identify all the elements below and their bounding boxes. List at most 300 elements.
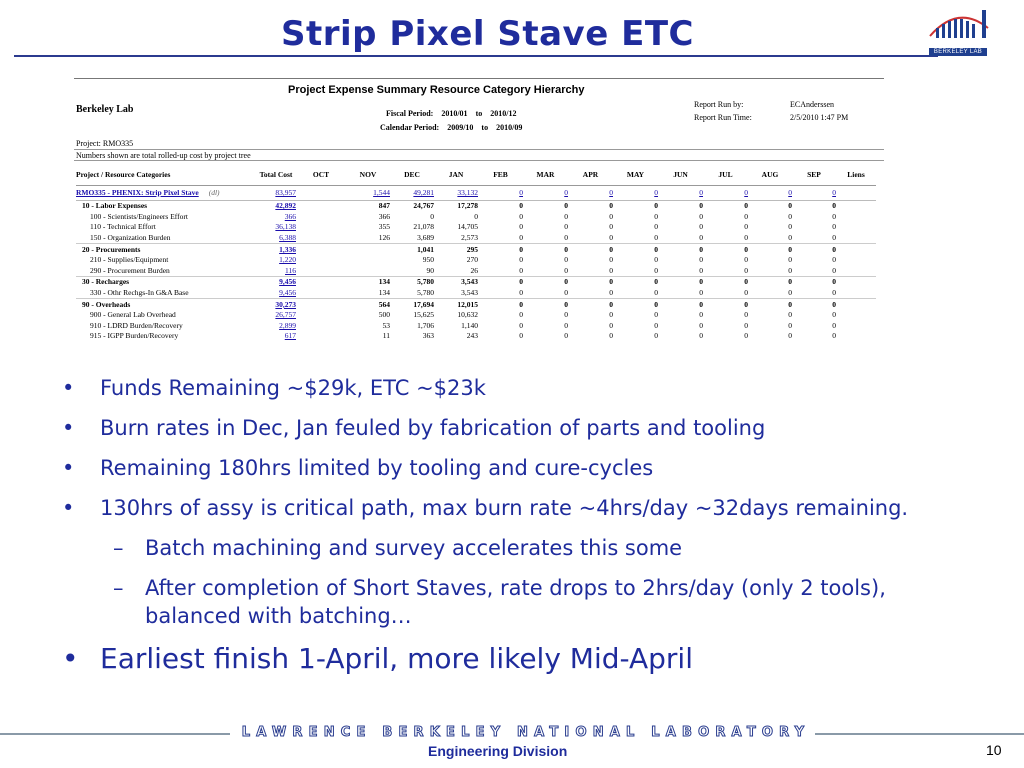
table-cell — [346, 255, 390, 266]
table-cell: 0 — [788, 288, 792, 298]
table-cell: 0 — [523, 201, 568, 212]
table-cell: 0 — [609, 320, 613, 330]
calendar-from: 2009/10 — [447, 123, 474, 132]
table-cell — [296, 244, 346, 255]
column-header: MAY — [613, 163, 658, 186]
table-cell: 0 — [703, 201, 748, 212]
table-cell: 0 — [564, 222, 568, 232]
table-cell: 17,694 — [390, 299, 434, 310]
table-cell: 0 — [744, 222, 748, 232]
table-cell: 0 — [792, 201, 836, 212]
table-cell[interactable]: 1,336 — [256, 244, 296, 255]
table-cell: 0 — [609, 211, 613, 221]
bullet-text: 130hrs of assy is critical path, max burn rate ~4hrs/day ~32days remaining. — [100, 496, 909, 520]
bullet-marker: • — [62, 496, 75, 520]
run-by-label: Report Run by: — [694, 100, 744, 109]
table-cell: 500 — [378, 310, 390, 320]
table-cell: 0 — [519, 233, 523, 243]
row-category — [76, 321, 256, 332]
table-cell: 0 — [654, 331, 658, 341]
row-category — [76, 331, 256, 342]
table-cell: 0 — [654, 265, 658, 275]
bullet-text: Earliest finish 1-April, more likely Mid-April — [100, 642, 693, 675]
table-cell[interactable]: 116 — [285, 265, 296, 275]
row-category — [76, 233, 256, 244]
table-cell — [836, 331, 876, 342]
table-cell: 0 — [699, 222, 703, 232]
table-cell: 0 — [744, 233, 748, 243]
fiscal-label: Fiscal Period: — [386, 109, 434, 118]
table-cell: 0 — [792, 277, 836, 288]
table-cell: 0 — [613, 186, 658, 201]
table-cell: 0 — [744, 211, 748, 221]
table-cell — [296, 266, 346, 277]
row-category — [76, 244, 256, 255]
table-cell — [836, 266, 876, 277]
bullet-text: Batch machining and survey accelerates this some — [145, 536, 683, 560]
expense-table — [76, 163, 876, 342]
table-cell[interactable]: 9,456 — [256, 277, 296, 288]
table-cell: 0 — [744, 320, 748, 330]
table-cell: 33,132 — [434, 186, 478, 201]
table-cell: 0 — [832, 255, 836, 265]
row-category-label: 20 - Procurements — [82, 244, 141, 254]
calendar-label: Calendar Period: — [380, 123, 440, 132]
table-cell: 17,278 — [434, 201, 478, 212]
column-header-category: Project / Resource Categories — [76, 163, 256, 186]
table-cell[interactable]: 9,456 — [279, 288, 296, 298]
table-cell — [836, 277, 876, 288]
bullet-marker: • — [62, 416, 75, 440]
table-cell: 0 — [658, 244, 703, 255]
row-category-label: RMO335 - PHENIX: Strip Pixel Stave — [76, 188, 199, 197]
table-cell: 0 — [744, 331, 748, 341]
table-cell: 1,041 — [390, 244, 434, 255]
table-cell: 0 — [832, 288, 836, 298]
table-cell — [346, 266, 390, 277]
dash-marker: – — [113, 536, 124, 560]
table-row — [76, 233, 876, 244]
fiscal-to: 2010/12 — [490, 109, 517, 118]
table-cell: 21,078 — [413, 222, 434, 232]
table-cell: 0 — [788, 211, 792, 221]
table-cell: 0 — [788, 265, 792, 275]
bullet-list — [58, 374, 978, 688]
fiscal-from: 2010/01 — [441, 109, 468, 118]
table-row — [76, 212, 876, 223]
table-cell: 366 — [378, 211, 390, 221]
calendar-period — [380, 123, 522, 132]
column-header: NOV — [346, 163, 390, 186]
table-cell: 49,281 — [390, 186, 434, 201]
table-row — [76, 288, 876, 299]
row-category-label: 10 - Labor Expenses — [82, 201, 148, 211]
table-cell: 0 — [658, 201, 703, 212]
table-cell: 3,689 — [417, 233, 434, 243]
page-number: 10 — [986, 742, 1002, 758]
table-cell: 0 — [744, 255, 748, 265]
table-row — [76, 186, 876, 201]
table-cell: 0 — [568, 186, 613, 201]
report-heading: Project Expense Summary Resource Category Hierarchy — [288, 84, 585, 96]
table-cell — [296, 288, 346, 299]
table-cell: 363 — [422, 331, 434, 341]
table-cell — [296, 299, 346, 310]
bullet-text: After completion of Short Staves, rate drops to 2hrs/day (only 2 tools), balanced with batching… — [145, 576, 886, 628]
calendar-to: 2010/09 — [496, 123, 523, 132]
table-row — [76, 255, 876, 266]
table-cell: 0 — [792, 299, 836, 310]
table-cell: 0 — [519, 288, 523, 298]
table-cell: 0 — [699, 211, 703, 221]
row-category — [76, 310, 256, 321]
bullet-text: Burn rates in Dec, Jan feuled by fabrication of parts and tooling — [100, 416, 766, 440]
column-header: DEC — [390, 163, 434, 186]
table-cell: 0 — [564, 211, 568, 221]
table-cell: 0 — [564, 265, 568, 275]
project-rule — [74, 149, 884, 150]
table-cell: 0 — [609, 331, 613, 341]
table-cell: 0 — [792, 244, 836, 255]
table-row — [76, 331, 876, 342]
table-cell: 0 — [699, 265, 703, 275]
row-category[interactable] — [76, 186, 256, 201]
row-category-label: 210 - Supplies/Equipment — [90, 255, 169, 265]
table-row — [76, 201, 876, 212]
table-cell: 0 — [519, 331, 523, 341]
bullet-item — [58, 642, 978, 676]
table-cell: 0 — [699, 320, 703, 330]
table-cell — [836, 222, 876, 233]
table-cell: 0 — [748, 277, 792, 288]
table-cell: 1,140 — [461, 320, 478, 330]
table-cell: 0 — [523, 186, 568, 201]
row-category — [76, 288, 256, 299]
table-cell: 90 — [426, 265, 434, 275]
table-cell: 0 — [703, 244, 748, 255]
table-cell: 0 — [654, 310, 658, 320]
row-category-label: 330 - Othr Rechgs-In G&A Base — [90, 288, 189, 298]
table-cell[interactable]: 2,899 — [279, 320, 296, 330]
footer-rule-right — [815, 733, 1024, 735]
fiscal-to-word: to — [475, 109, 483, 118]
table-cell: 0 — [788, 222, 792, 232]
run-time-value: 2/5/2010 1:47 PM — [790, 113, 849, 122]
table-cell — [296, 310, 346, 321]
table-cell[interactable]: 6,388 — [279, 233, 296, 243]
table-cell: 0 — [654, 320, 658, 330]
table-cell: 0 — [703, 299, 748, 310]
table-cell: 0 — [564, 310, 568, 320]
row-category-label: 110 - Technical Effort — [90, 222, 156, 232]
table-cell: 0 — [832, 211, 836, 221]
table-cell[interactable]: 36,138 — [275, 222, 296, 232]
table-cell: 0 — [609, 288, 613, 298]
table-cell: 0 — [523, 299, 568, 310]
table-cell — [296, 212, 346, 223]
bullet-item — [58, 414, 978, 442]
table-cell: 0 — [654, 211, 658, 221]
column-header: JUN — [658, 163, 703, 186]
table-cell: 0 — [523, 277, 568, 288]
table-cell: 0 — [519, 211, 523, 221]
dash-marker: – — [113, 576, 124, 600]
table-cell: 3,543 — [461, 288, 478, 298]
table-cell: 0 — [654, 233, 658, 243]
table-row — [76, 277, 876, 288]
footer-rule-left — [0, 733, 230, 735]
table-cell: 0 — [744, 265, 748, 275]
table-body — [76, 186, 876, 342]
table-cell: 0 — [613, 299, 658, 310]
table-cell: 0 — [699, 288, 703, 298]
table-cell: 0 — [658, 186, 703, 201]
table-cell — [296, 277, 346, 288]
table-cell: 0 — [832, 310, 836, 320]
note-rule — [74, 160, 884, 161]
table-cell: 0 — [788, 331, 792, 341]
drill-link[interactable]: (dl) — [208, 188, 220, 197]
table-cell: 134 — [378, 288, 390, 298]
table-cell — [296, 186, 346, 201]
calendar-to-word: to — [481, 123, 489, 132]
row-category-label: 100 - Scientists/Engineers Effort — [90, 211, 188, 221]
table-cell: 0 — [788, 310, 792, 320]
row-category-label: 90 - Overheads — [82, 299, 131, 309]
table-row — [76, 321, 876, 332]
table-cell: 0 — [478, 201, 523, 212]
table-cell: 1,706 — [417, 320, 434, 330]
table-cell: 134 — [346, 277, 390, 288]
table-cell: 0 — [564, 331, 568, 341]
sub-bullet-item — [58, 574, 978, 630]
table-cell — [836, 233, 876, 244]
table-cell — [296, 222, 346, 233]
table-cell: 0 — [703, 277, 748, 288]
table-cell: 0 — [658, 299, 703, 310]
table-row — [76, 310, 876, 321]
table-cell: 2,573 — [461, 233, 478, 243]
table-cell: 0 — [613, 201, 658, 212]
table-cell: 243 — [466, 331, 478, 341]
table-cell: 0 — [699, 255, 703, 265]
row-category-label: 290 - Procurement Burden — [90, 265, 170, 275]
table-cell: 0 — [748, 299, 792, 310]
table-cell: 0 — [613, 244, 658, 255]
bullet-item — [58, 374, 978, 402]
table-cell: 0 — [832, 331, 836, 341]
table-cell: 0 — [564, 288, 568, 298]
fiscal-period — [386, 109, 516, 118]
table-cell — [836, 186, 876, 201]
row-category — [76, 201, 256, 212]
table-cell: 355 — [378, 222, 390, 232]
sub-bullet-item — [58, 534, 978, 562]
report-run-info — [694, 98, 849, 124]
column-header: SEP — [792, 163, 836, 186]
table-cell: 0 — [519, 320, 523, 330]
table-cell — [836, 288, 876, 299]
table-cell: 0 — [654, 255, 658, 265]
column-header: OCT — [296, 163, 346, 186]
table-cell: 0 — [568, 201, 613, 212]
table-cell: 12,015 — [434, 299, 478, 310]
table-cell: 0 — [609, 255, 613, 265]
footer-division: Engineering Division — [428, 743, 568, 759]
table-cell[interactable]: 42,892 — [256, 201, 296, 212]
table-cell: 1,544 — [346, 186, 390, 201]
table-cell: 0 — [564, 255, 568, 265]
run-by-value: ECAnderssen — [790, 100, 834, 109]
table-cell: 0 — [568, 244, 613, 255]
row-category — [76, 277, 256, 288]
row-category — [76, 222, 256, 233]
table-cell[interactable]: 1,220 — [279, 255, 296, 265]
table-cell: 0 — [609, 222, 613, 232]
table-cell: 53 — [382, 320, 390, 330]
table-cell: 0 — [523, 244, 568, 255]
table-cell: 126 — [378, 233, 390, 243]
table-cell: 0 — [564, 233, 568, 243]
table-cell: 0 — [788, 233, 792, 243]
row-category-label: 150 - Organization Burden — [90, 233, 171, 243]
table-cell: 0 — [788, 320, 792, 330]
table-cell: 0 — [832, 233, 836, 243]
run-time-row — [694, 111, 849, 124]
row-category-label: 900 - General Lab Overhead — [90, 310, 176, 320]
column-header: FEB — [478, 163, 523, 186]
table-cell — [836, 244, 876, 255]
table-cell: 0 — [832, 265, 836, 275]
table-cell: 270 — [466, 255, 478, 265]
bullet-marker: • — [62, 376, 75, 400]
table-cell[interactable]: 83,957 — [256, 186, 296, 201]
table-cell: 847 — [346, 201, 390, 212]
bullet-item — [58, 494, 978, 522]
table-cell — [296, 255, 346, 266]
table-cell — [296, 233, 346, 244]
table-cell: 0 — [478, 299, 523, 310]
bullet-item — [58, 454, 978, 482]
table-cell: 0 — [478, 244, 523, 255]
table-cell[interactable]: 26,757 — [275, 310, 296, 320]
project-line: Project: RMO335 — [76, 139, 134, 148]
table-cell: 0 — [568, 299, 613, 310]
table-cell: 0 — [519, 265, 523, 275]
table-header-row — [76, 163, 876, 186]
table-cell: 3,543 — [434, 277, 478, 288]
bullet-marker: • — [62, 642, 79, 675]
run-time-label: Report Run Time: — [694, 113, 752, 122]
table-cell: 11 — [382, 331, 390, 341]
table-cell — [836, 299, 876, 310]
table-cell — [836, 310, 876, 321]
column-header: Total Cost — [256, 163, 296, 186]
table-cell: 0 — [654, 288, 658, 298]
table-cell: 950 — [422, 255, 434, 265]
row-category — [76, 266, 256, 277]
table-cell — [296, 201, 346, 212]
table-cell: 0 — [519, 255, 523, 265]
table-cell — [836, 255, 876, 266]
report-org: Berkeley Lab — [76, 104, 134, 115]
table-cell: 5,780 — [417, 288, 434, 298]
table-cell: 0 — [519, 222, 523, 232]
table-cell: 10,632 — [457, 310, 478, 320]
table-cell — [836, 321, 876, 332]
table-cell: 295 — [434, 244, 478, 255]
table-cell: 0 — [788, 255, 792, 265]
title-divider — [14, 55, 938, 57]
table-cell: 0 — [609, 233, 613, 243]
row-category — [76, 255, 256, 266]
table-cell — [296, 331, 346, 342]
table-cell — [296, 321, 346, 332]
table-cell: 0 — [609, 310, 613, 320]
table-cell: 0 — [699, 310, 703, 320]
table-cell: 14,705 — [457, 222, 478, 232]
column-header: JUL — [703, 163, 748, 186]
table-cell: 0 — [744, 310, 748, 320]
table-cell — [346, 244, 390, 255]
table-cell: 5,780 — [390, 277, 434, 288]
table-cell — [836, 201, 876, 212]
slide-title: Strip Pixel Stave ETC — [280, 14, 694, 54]
table-cell: 0 — [748, 186, 792, 201]
column-header: Liens — [836, 163, 876, 186]
table-cell — [836, 212, 876, 223]
table-cell: 564 — [346, 299, 390, 310]
column-header: APR — [568, 163, 613, 186]
table-cell: 0 — [832, 320, 836, 330]
table-cell: 0 — [613, 277, 658, 288]
report-top-rule — [74, 78, 884, 79]
row-category-label: 30 - Recharges — [82, 277, 130, 287]
table-cell: 26 — [470, 265, 478, 275]
table-cell: 0 — [748, 244, 792, 255]
row-category-label: 915 - IGPP Burden/Recovery — [90, 331, 179, 341]
table-cell: 0 — [564, 320, 568, 330]
table-cell: 0 — [699, 331, 703, 341]
row-category-label: 910 - LDRD Burden/Recovery — [90, 320, 183, 330]
bullet-marker: • — [62, 456, 75, 480]
table-cell: 15,625 — [413, 310, 434, 320]
table-cell[interactable]: 30,273 — [256, 299, 296, 310]
report-note: Numbers shown are total rolled-up cost by project tree — [76, 151, 251, 160]
table-cell: 0 — [658, 277, 703, 288]
column-header: MAR — [523, 163, 568, 186]
bullet-text: Funds Remaining ~$29k, ETC ~$23k — [100, 376, 486, 400]
table-cell: 0 — [748, 201, 792, 212]
row-category — [76, 299, 256, 310]
table-cell: 24,767 — [390, 201, 434, 212]
table-cell: 0 — [430, 211, 434, 221]
bullet-text: Remaining 180hrs limited by tooling and cure-cycles — [100, 456, 654, 480]
table-cell[interactable]: 617 — [284, 331, 296, 341]
table-cell: 0 — [478, 186, 523, 201]
table-cell: 0 — [654, 222, 658, 232]
table-cell: 0 — [699, 233, 703, 243]
table-cell: 0 — [478, 277, 523, 288]
table-cell[interactable]: 366 — [284, 211, 296, 221]
footer-lab-name: LAWRENCE BERKELEY NATIONAL LABORATORY — [241, 725, 811, 740]
table-cell: 0 — [744, 288, 748, 298]
table-row — [76, 299, 876, 310]
column-header: JAN — [434, 163, 478, 186]
table-row — [76, 266, 876, 277]
table-row — [76, 244, 876, 255]
table-cell: 0 — [519, 310, 523, 320]
